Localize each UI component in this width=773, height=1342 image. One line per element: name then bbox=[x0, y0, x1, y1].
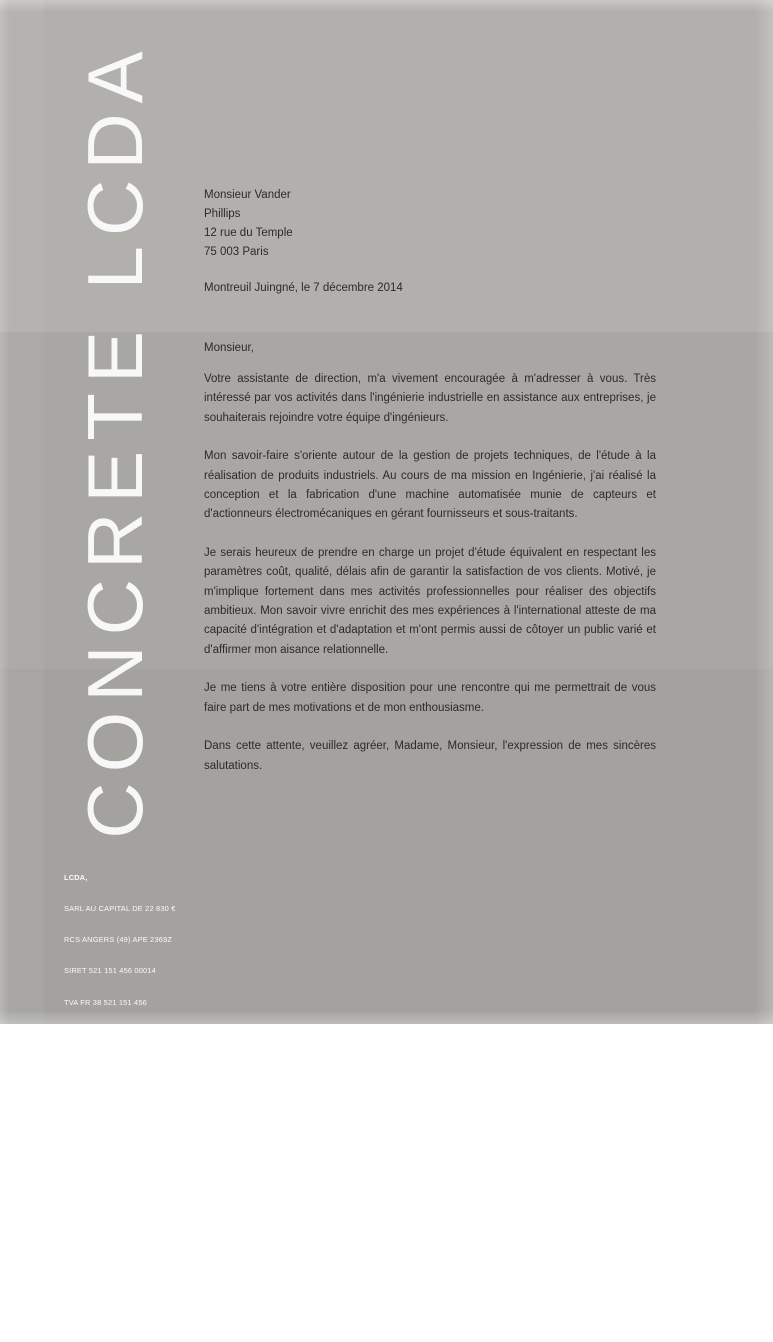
footer-address-block bbox=[64, 1040, 284, 1217]
footer-legal-line: SARL AU CAPITAL DE 22 830 € bbox=[64, 904, 176, 914]
body-paragraph: Je me tiens à votre entière disposition pour une rencontre qui me permettrait de vous faire part de mes motivations et de mon enthousiasme. bbox=[204, 682, 656, 714]
footer-contact-block bbox=[64, 1228, 284, 1342]
body-paragraph: Je serais heureux de prendre en charge un projet d'étude équivalent en respectant les paramètres coût, qualité, délais afin de garantir la satisfaction de vos clients. Motivé, je m'implique fortement dans mes activités professionnelles pour réaliser des objectifs ambitieux. Mon savoir vivre enrichit des mes expériences à l'international atteste de ma capacité d'intégration et d'adaptation et m'ont permis aussi de côtoyer un public varié et d'affirmer mon aisance relationnelle. bbox=[204, 546, 656, 656]
brand-side-column bbox=[0, 0, 44, 1024]
footer-address-line: PARC D'ACTIVITÉS bbox=[64, 1091, 135, 1101]
place-and-date: Montreuil Juingné, le 7 décembre 2014 bbox=[204, 282, 403, 294]
letter-body bbox=[204, 370, 656, 776]
recipient-address bbox=[204, 186, 504, 262]
recipient-line: Monsieur Vander bbox=[204, 189, 291, 201]
body-paragraph: Mon savoir-faire s'oriente autour de la gestion de projets techniques, de l'étude à la réalisation de produits industriels. Au cours de ma mission en Ingénierie, j'ai réalisé la conception et la fabrication d'une machine automatisée munie de capteurs et d'actionneurs électromécaniques en gérant fournisseurs et sous-traitants. bbox=[204, 450, 656, 521]
footer-phone: T + 33 2 41 33 99 10 bbox=[64, 1248, 137, 1258]
footer-website[interactable]: CONCRETE-BETON.COM bbox=[64, 1311, 157, 1321]
brand-wordmark bbox=[60, 41, 170, 839]
footer-legal-block bbox=[64, 852, 284, 1029]
recipient-line: 75 003 Paris bbox=[204, 246, 269, 258]
footer-address-line: DU HAUT COUDRAY bbox=[64, 1123, 139, 1133]
salutation: Monsieur, bbox=[204, 342, 254, 354]
footer-address-line: 12 RUE THOMAS EDISON bbox=[64, 1060, 158, 1070]
footer-legal-line: RCS ANGERS (49) APE 2369Z bbox=[64, 935, 173, 945]
footer-address-line: 49460 MONTREUIL JUIGNÉ bbox=[64, 1154, 164, 1164]
footer-fax: F + 33 9 70 32 65 61 bbox=[64, 1279, 137, 1289]
footer-legal-line: LCDA, bbox=[64, 872, 88, 882]
footer-address-line: FRANCE bbox=[64, 1185, 96, 1195]
footer-legal-line: SIRET 521 151 456 00014 bbox=[64, 966, 156, 976]
body-paragraph: Dans cette attente, veuillez agréer, Madame, Monsieur, l'expression de mes sincères salutations. bbox=[204, 740, 656, 772]
recipient-line: 12 rue du Temple bbox=[204, 227, 293, 239]
recipient-line: Phillips bbox=[204, 208, 241, 220]
footer-legal-line: TVA FR 38 521 151 456 bbox=[64, 997, 147, 1007]
brand-wordmark-text: CONCRETE LCDA bbox=[71, 41, 159, 839]
letter-footer bbox=[64, 852, 284, 1342]
body-paragraph: Votre assistante de direction, m'a vivement encouragée à m'adresser à vous. Très intéressé par vos activités dans l'ingénierie industrielle en assistance aux entreprises, je souhaiterais rejoindre votre équipe d'ingénieurs. bbox=[204, 373, 656, 424]
